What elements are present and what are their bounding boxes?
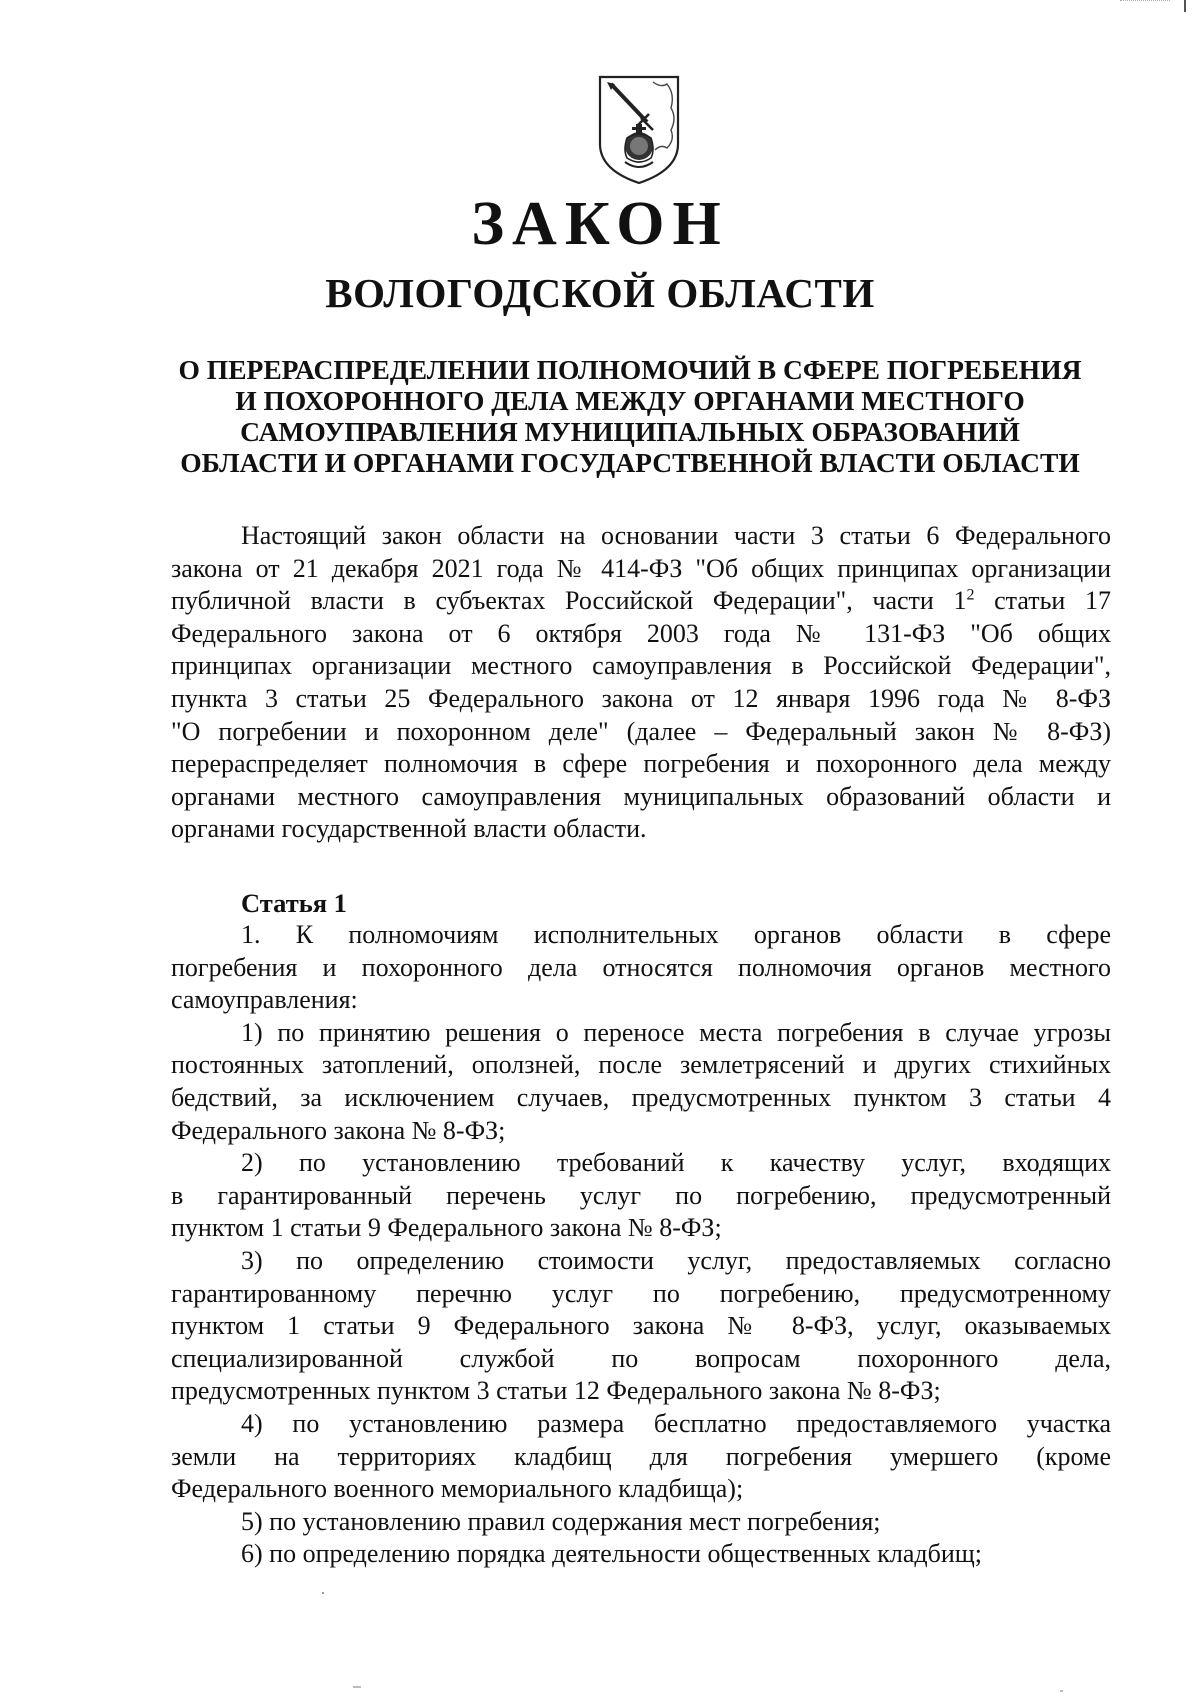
article-line: пунктом 1 статьи 9 Федерального закона № 8-ФЗ, услуг, оказываемых bbox=[171, 1311, 1111, 1341]
preamble-line: Федерального закона от 6 октября 2003 года № 131-ФЗ "Об общих bbox=[171, 618, 1111, 648]
preamble-line: принципах организации местного самоуправления в Российской Федерации", bbox=[171, 651, 1111, 681]
preamble-line: пункта 3 статьи 25 Федерального закона от 12 января 1996 года № 8-ФЗ bbox=[171, 683, 1111, 713]
article-line: бедствий, за исключением случаев, предусмотренных пунктом 3 статьи 4 bbox=[171, 1082, 1111, 1112]
article-line: 1) по принятию решения о переносе места погребения в случае угрозы bbox=[241, 1017, 1111, 1047]
article-1-body bbox=[171, 919, 1111, 1571]
article-line: в гарантированный перечень услуг по погребению, предусмотренный bbox=[171, 1180, 1111, 1210]
preamble-line: Настоящий закон области на основании части 3 статьи 6 Федерального bbox=[241, 521, 1111, 550]
preamble-paragraph bbox=[171, 520, 1111, 846]
article-line: постоянных затоплений, оползней, после землетрясений и других стихийных bbox=[171, 1050, 1111, 1080]
article-line: 2) по установлению требований к качеству услуг, входящих bbox=[241, 1148, 1111, 1178]
preamble-text: статьи 17 bbox=[974, 586, 1111, 616]
document-title: ЗАКОН bbox=[471, 190, 729, 258]
scan-artifact bbox=[1120, 0, 1170, 4]
article-line: гарантированному перечню услуг по погребению, предусмотренному bbox=[171, 1278, 1111, 1308]
preamble-line: перераспределяет полномочия в сфере погребения и похоронного дела между bbox=[171, 749, 1111, 779]
preamble-line bbox=[171, 585, 1111, 618]
article-line: 4) по установлению размера бесплатно предоставляемого участка bbox=[241, 1408, 1111, 1438]
article-line: Федерального военного мемориального кладбища); bbox=[171, 1474, 744, 1504]
article-line: 5) по установлению правил содержания мест погребения; bbox=[241, 1506, 881, 1536]
preamble-line: закона от 21 декабря 2021 года № 414-ФЗ "Об общих принципах организации bbox=[171, 553, 1111, 583]
article-line: самоуправления: bbox=[171, 985, 358, 1015]
article-line: 1. К полномочиям исполнительных органов области в сфере bbox=[241, 920, 1111, 949]
article-line: погребения и похоронного дела относятся полномочия органов местного bbox=[171, 952, 1111, 982]
article-line: 3) по определению стоимости услуг, предоставляемых согласно bbox=[241, 1245, 1111, 1275]
article-heading: Статья 1 bbox=[241, 888, 347, 918]
scan-artifact bbox=[1184, 0, 1186, 12]
article-line: специализированной службой по вопросам похоронного дела, bbox=[171, 1343, 1111, 1373]
subject-line: САМОУПРАВЛЕНИЯ МУНИЦИПАЛЬНЫХ ОБРАЗОВАНИЙ bbox=[240, 416, 1020, 447]
preamble-line: органами государственной власти области. bbox=[171, 814, 647, 844]
superscript-index: 2 bbox=[966, 586, 975, 604]
preamble-line: "О погребении и похоронном деле" (далее – Федеральный закон № 8-ФЗ) bbox=[171, 716, 1111, 746]
subject-line: И ПОХОРОННОГО ДЕЛА МЕЖДУ ОРГАНАМИ МЕСТНОГО bbox=[235, 385, 1025, 416]
scan-artifact bbox=[322, 1592, 324, 1594]
article-line: предусмотренных пунктом 3 статьи 12 Федерального закона № 8-ФЗ; bbox=[171, 1376, 941, 1406]
scan-artifact bbox=[1060, 1690, 1063, 1692]
scan-artifact bbox=[353, 1686, 361, 1688]
subject-line: ОБЛАСТИ И ОРГАНАМИ ГОСУДАРСТВЕННОЙ ВЛАСТИ ОБЛАСТИ bbox=[180, 447, 1080, 478]
article-line: Федерального закона № 8-ФЗ; bbox=[171, 1115, 506, 1145]
document-region-title: ВОЛОГОДСКОЙ ОБЛАСТИ bbox=[325, 270, 875, 316]
subject-line: О ПЕРЕРАСПРЕДЕЛЕНИИ ПОЛНОМОЧИЙ В СФЕРЕ ПОГРЕБЕНИЯ bbox=[178, 354, 1082, 385]
preamble-text: публичной власти в субъектах Российской Федерации", части 1 bbox=[171, 586, 967, 616]
article-line: 6) по определению порядка деятельности общественных кладбищ; bbox=[241, 1539, 982, 1569]
law-subject-heading bbox=[150, 354, 1110, 478]
vologda-coat-of-arms-icon bbox=[597, 74, 681, 186]
article-line: пунктом 1 статьи 9 Федерального закона № 8-ФЗ; bbox=[171, 1213, 722, 1243]
preamble-line: органами местного самоуправления муниципальных образований области и bbox=[171, 781, 1111, 811]
article-line: земли на территориях кладбищ для погребения умершего (кроме bbox=[171, 1441, 1111, 1471]
